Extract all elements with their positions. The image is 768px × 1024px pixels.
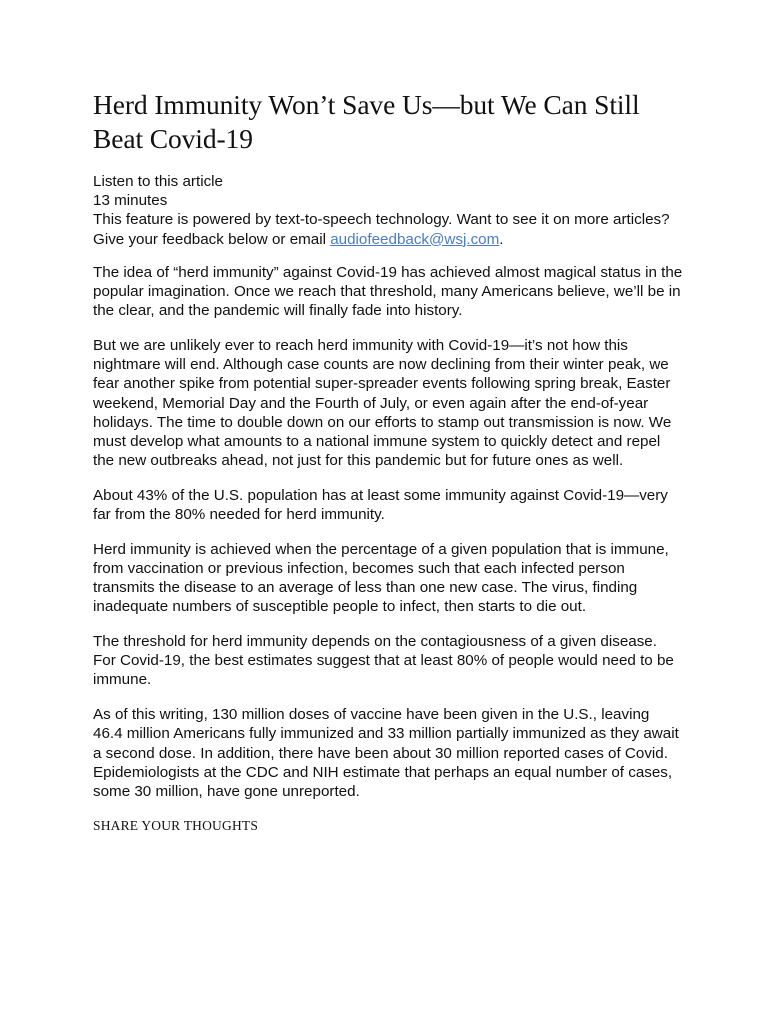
feedback-email-link[interactable]: audiofeedback@wsj.com bbox=[330, 230, 500, 248]
article-title: Herd Immunity Won’t Save Us—but We Can Still Beat Covid-19 bbox=[93, 89, 640, 154]
paragraph-6: As of this writing, 130 million doses of vaccine have been given in the U.S., leaving 46.4 million Americans fully immunized and 33 million partially immunized as they await a second dose. In addition, there have been about 30 million reported cases of Covid. Epidemiologists at the CDC and NIH estimate that perhaps an equal number of cases, some 30 million, have gone unreported. bbox=[93, 706, 679, 800]
paragraph-4: Herd immunity is achieved when the percentage of a given population that is immune, from vaccination or previous infection, becomes such that each infected person transmits the disease to an average of less than one new case. The virus, finding inadequate numbers of susceptible people to infect, then starts to die out. bbox=[93, 540, 669, 616]
share-your-thoughts-heading[interactable]: SHARE YOUR THOUGHTS bbox=[93, 817, 259, 833]
audio-info bbox=[93, 172, 683, 249]
feedback-prefix: Give your feedback below or email bbox=[93, 230, 331, 248]
feedback-line bbox=[93, 230, 683, 249]
feedback-suffix: . bbox=[499, 230, 504, 248]
paragraph-1: The idea of “herd immunity” against Covid-19 has achieved almost magical status in the popular imagination. Once we reach that threshold, many Americans believe, we’ll be in the clear, and the pandemic will finally fade into history. bbox=[93, 263, 683, 320]
audio-feature-note: This feature is powered by text-to-speech technology. Want to see it on more articles? bbox=[93, 211, 670, 229]
paragraph-3: About 43% of the U.S. population has at least some immunity against Covid-19—very far from the 80% needed for herd immunity. bbox=[93, 486, 668, 524]
listen-label[interactable]: Listen to this article bbox=[93, 173, 223, 190]
article bbox=[93, 88, 683, 835]
paragraph-5: The threshold for herd immunity depends on the contagiousness of a given disease. For Covid-19, the best estimates suggest that at least 80% of people would need to be immune. bbox=[93, 633, 674, 689]
audio-duration: 13 minutes bbox=[93, 192, 168, 210]
paragraph-2: But we are unlikely ever to reach herd immunity with Covid-19—it’s not how this nightmare will end. Although case counts are now declining from their winter peak, we fear another spike from potential super-spreader events following spring break, Easter weekend, Memorial Day and the Fourth of July, or even again after the end-of-year holidays. The time to double down on our efforts to stamp out transmission is now. We must develop what amounts to a national immune system to quickly detect and repel the new outbreaks ahead, not just for this pandemic but for future ones as well. bbox=[93, 336, 672, 470]
